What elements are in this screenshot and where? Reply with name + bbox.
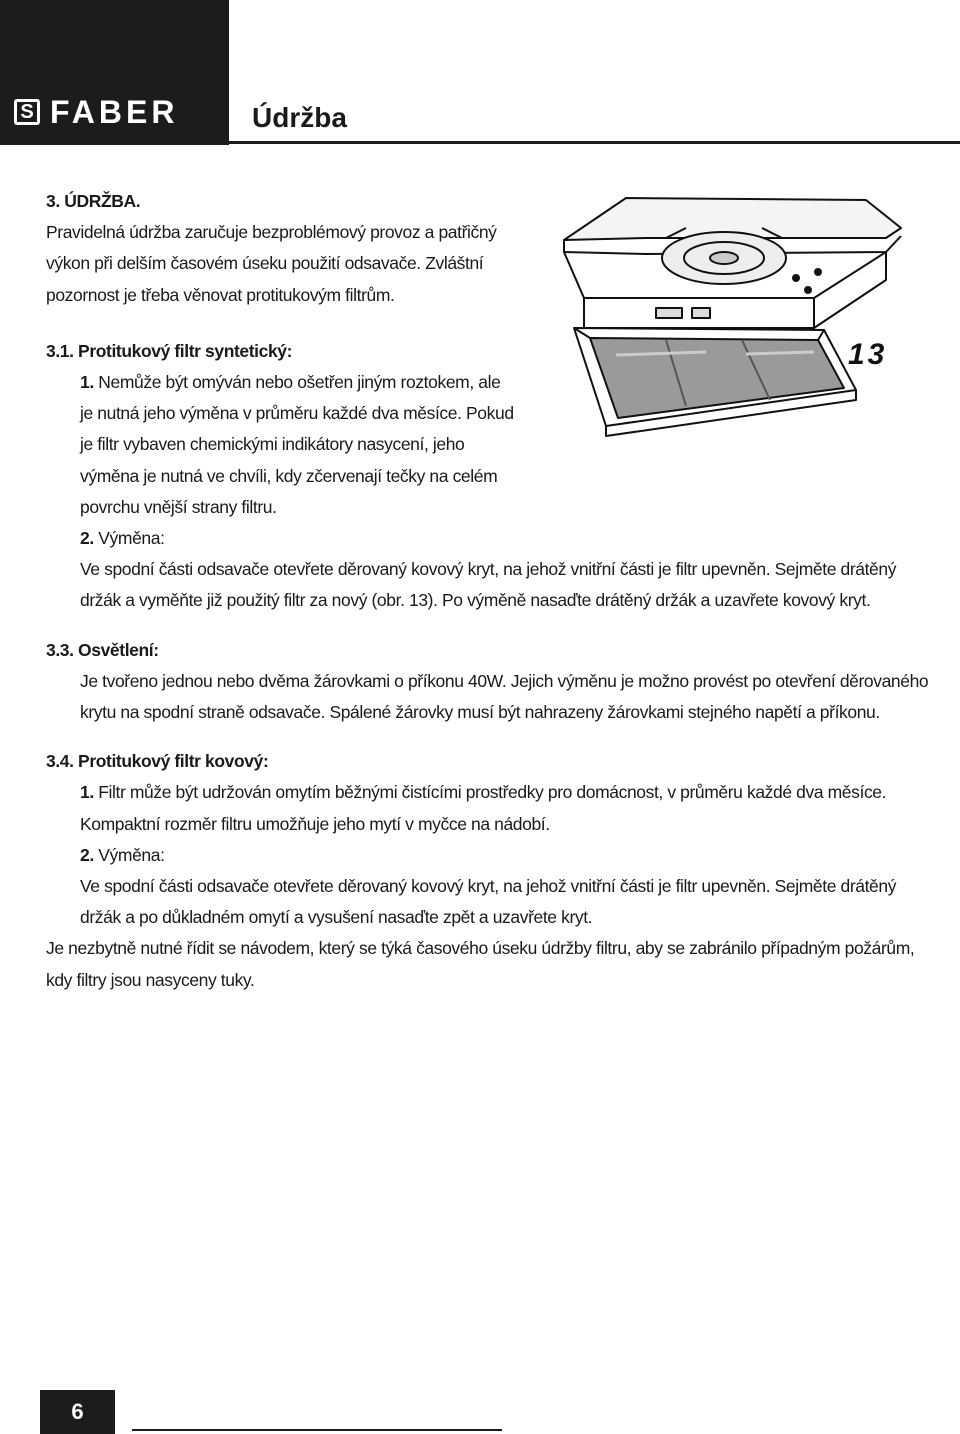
list-item-line: Ve spodní části odsavače otevřete děrovaný kovový kryt, na jehož vnitřní části je filtr upevněn. Sejměte drátěný [80, 559, 897, 580]
list-item [46, 367, 560, 398]
brand-logo [0, 0, 229, 145]
list-item-line: Kompaktní rozměr filtru umožňuje jeho mytí v myčce na nádobí. [80, 813, 550, 834]
list-item [46, 777, 960, 808]
list-number: 1. [80, 372, 94, 393]
header-rule [229, 141, 960, 144]
list-item-line: je nutná jeho výměna v průměru každé dva měsíce. Pokud [80, 403, 514, 424]
list-item-line: je filtr vybaven chemickými indikátory nasycení, jeho [80, 434, 465, 455]
footer-rule [132, 1429, 502, 1431]
faber-logo-mark: S [14, 99, 40, 125]
subsection-heading-3-3: 3.3. Osvětlení: [46, 639, 159, 660]
list-item [46, 840, 960, 871]
list-label: Výměna: [98, 528, 165, 549]
list-item-line: držák a vyměňte již použitý filtr za nový (obr. 13). Po výměně nasaďte drátěný držák a uzavřete kovový kryt. [80, 590, 871, 611]
paragraph-line: krytu na spodní straně odsavače. Spálené žárovky musí být nahrazeny žárovkami stejného napětí a příkonu. [80, 702, 880, 723]
paragraph-line: Je tvořeno jednou nebo dvěma žárovkami o příkonu 40W. Jejich výměnu je možno provést po otevření děrovaného [80, 670, 929, 691]
closing-line: Je nezbytně nutné řídit se návodem, který se týká časového úseku údržby filtru, aby se zabránilo případným požárům, [46, 938, 915, 959]
subsection-heading-3-1: 3.1. Protitukový filtr syntetický: [46, 340, 293, 361]
list-label: Výměna: [98, 844, 165, 865]
list-item-line: držák a po důkladném omytí a vysušení nasaďte zpět a uzavřete kryt. [80, 907, 593, 928]
list-item [46, 523, 960, 554]
list-item-line: povrchu vnější strany filtru. [80, 496, 277, 517]
list-text: Nemůže být omýván nebo ošetřen jiným roztokem, ale [98, 372, 501, 393]
intro-line: pozornost je třeba věnovat protitukovým filtrům. [46, 284, 395, 305]
list-number: 2. [80, 844, 94, 865]
spacer [46, 728, 960, 746]
list-number: 1. [80, 782, 94, 803]
section-heading: 3. ÚDRŽBA. [46, 191, 141, 211]
faber-logo-wordmark: FABER [50, 94, 179, 130]
intro-line: výkon při delším časovém úseku použití odsavače. Zvláštní [46, 253, 484, 274]
list-number: 2. [80, 528, 94, 549]
figure-number-label: 13 [848, 338, 888, 371]
closing-line: kdy filtry jsou nasyceny tuky. [46, 969, 255, 990]
list-item-line: výměna je nutná ve chvíli, kdy zčervenají tečky na celém [80, 465, 498, 486]
spacer [46, 617, 960, 635]
maintenance-content [46, 186, 960, 996]
list-text: Filtr může být udržován omytím běžnými čistícími prostředky pro domácnost, v průměru každé dva měsíce. [98, 782, 887, 803]
intro-line: Pravidelná údržba zaručuje bezproblémový provoz a patřičný [46, 222, 497, 243]
subsection-heading-3-4: 3.4. Protitukový filtr kovový: [46, 751, 269, 772]
page-number: 6 [40, 1390, 115, 1434]
list-item-line: Ve spodní části odsavače otevřete děrovaný kovový kryt, na jehož vnitřní části je filtr upevněn. Sejměte drátěný [80, 876, 897, 897]
spacer [46, 311, 960, 336]
page-title: Údržba [252, 102, 347, 133]
